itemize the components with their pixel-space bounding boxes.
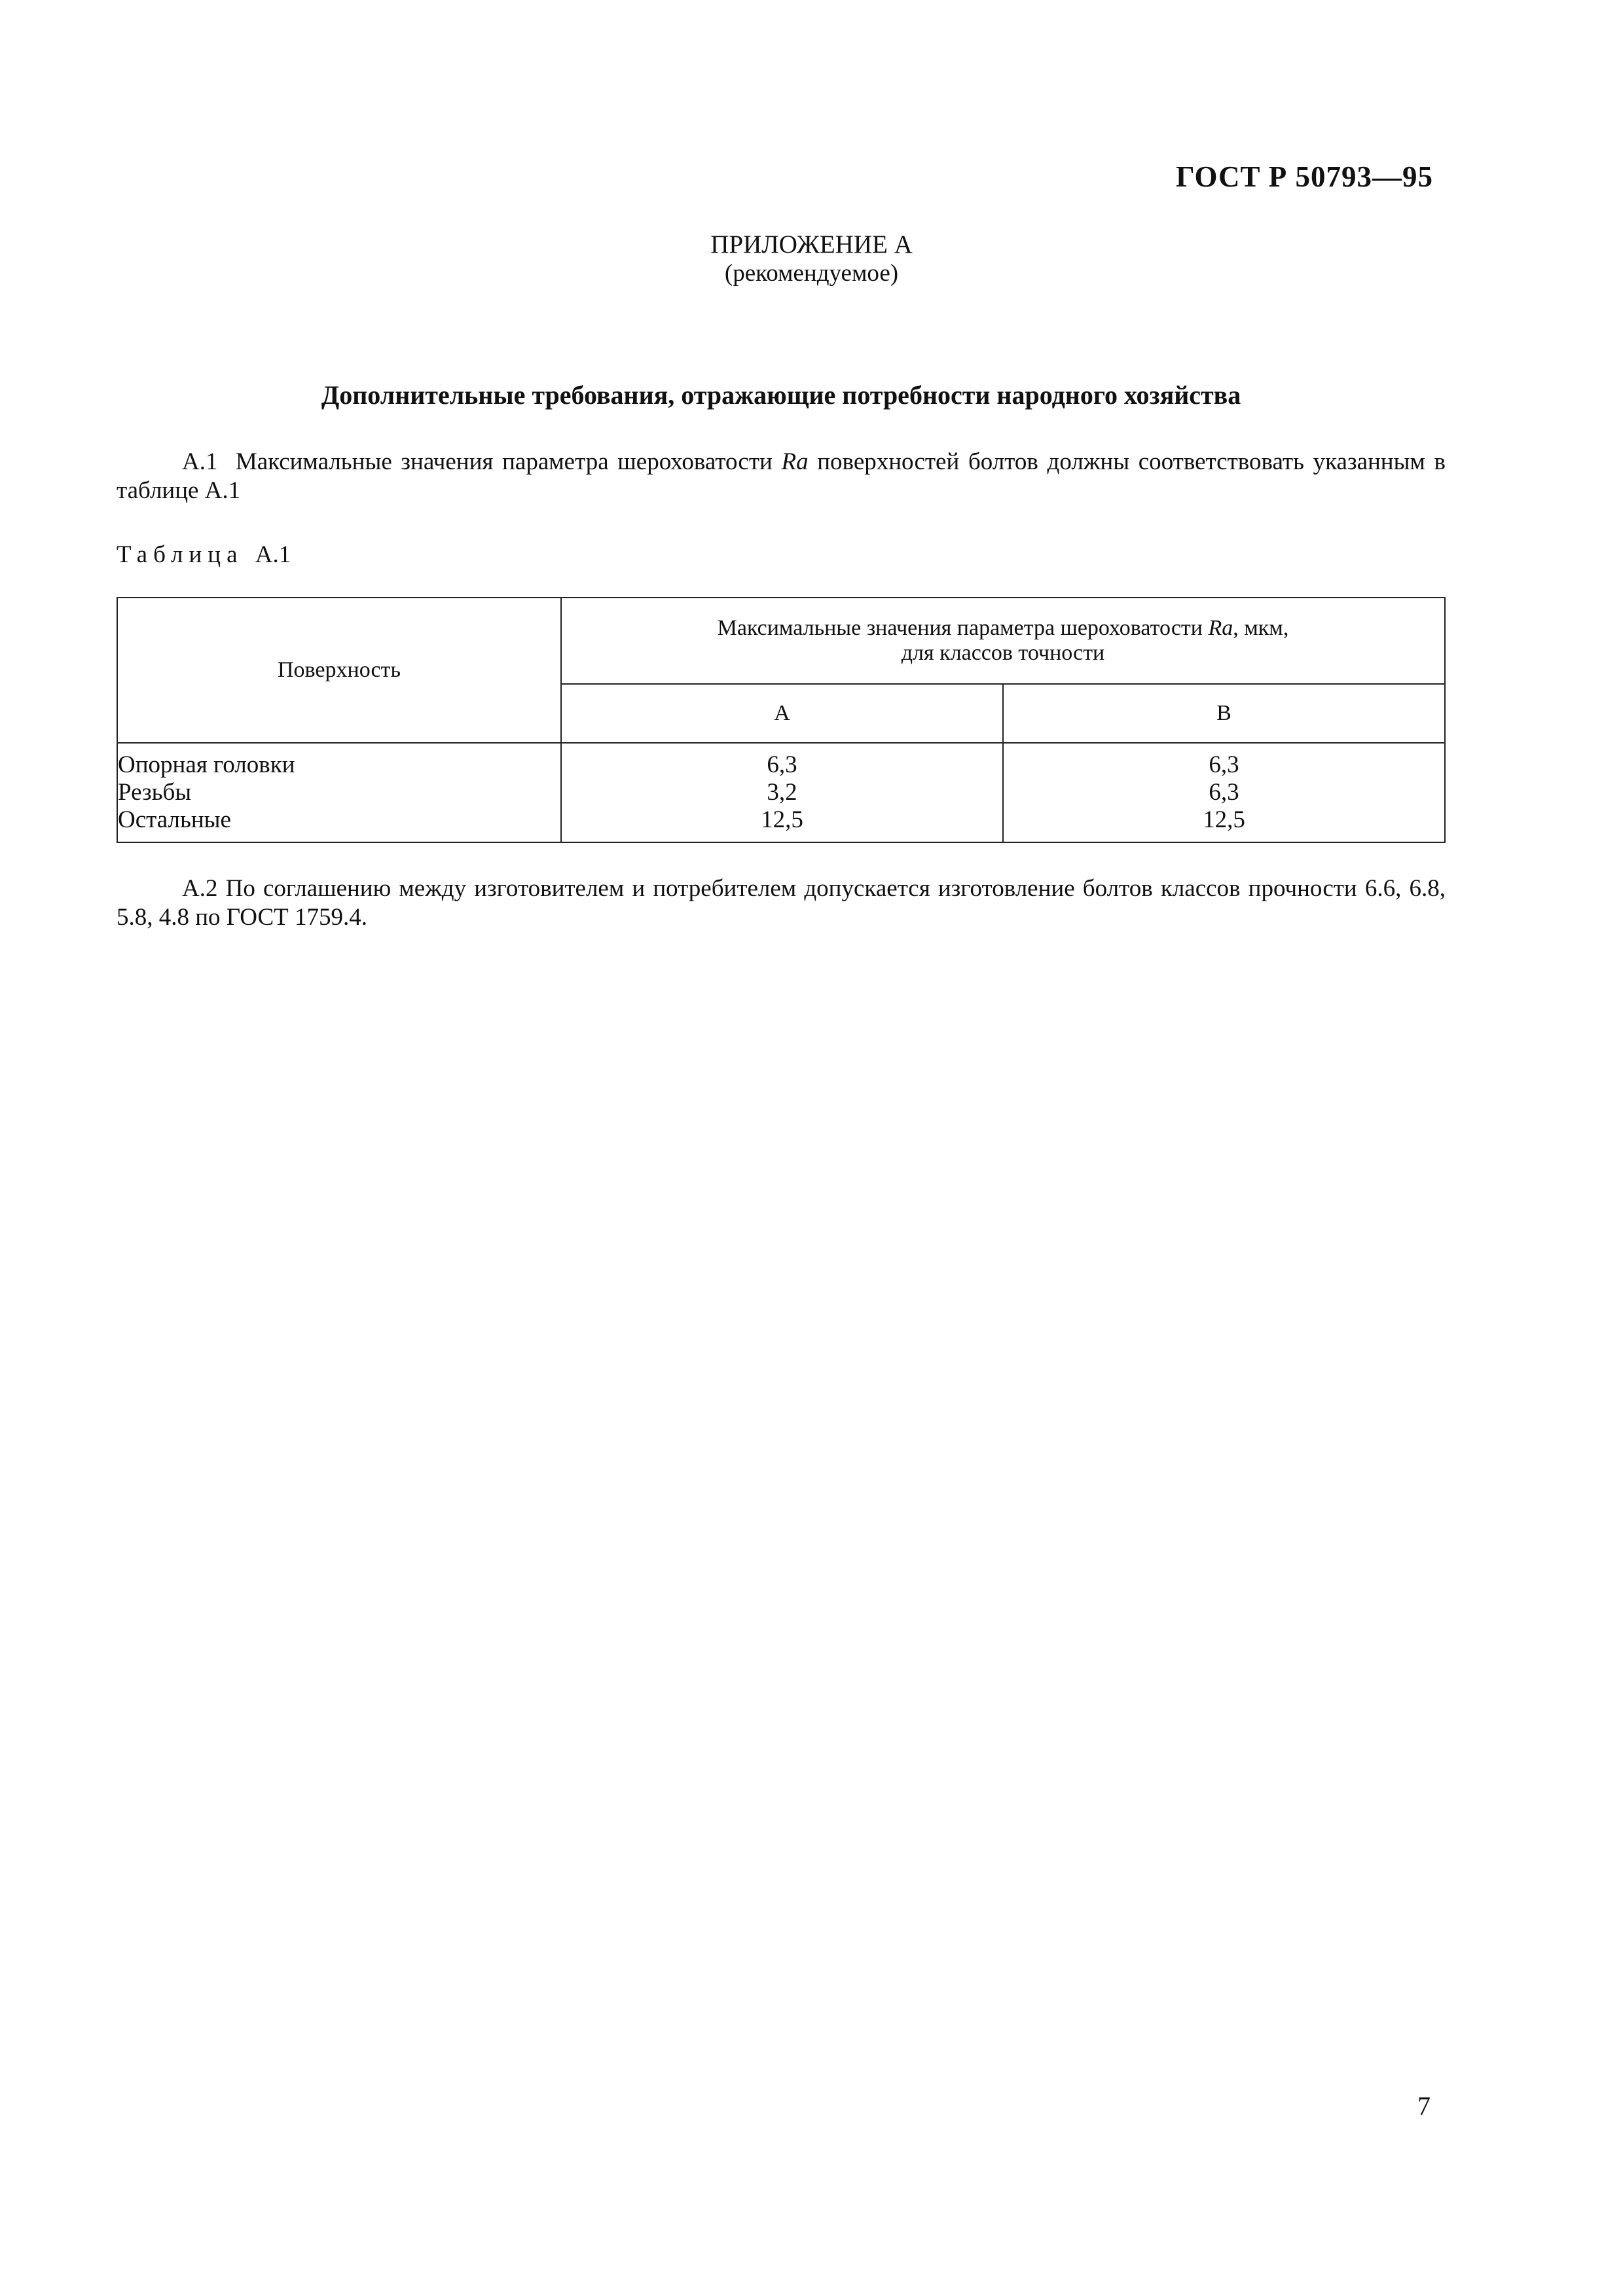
paragraph-a1 <box>117 448 1446 505</box>
paragraph-a1-number: А.1 <box>182 448 218 475</box>
paragraph-a2 <box>117 874 1446 932</box>
surface-cell: Остальные <box>118 806 231 833</box>
header-roughness-group <box>561 598 1445 684</box>
paragraph-a1-text-before: Максимальные значения параметра шероховатости <box>235 448 782 475</box>
table-caption <box>117 541 291 569</box>
surface-cell: Резьбы <box>118 779 192 806</box>
annex-subtitle: (рекомендуемое) <box>724 260 899 287</box>
annex-heading <box>0 230 1623 288</box>
value-cell-b: 6,3 <box>1209 751 1239 778</box>
value-cell-b: 6,3 <box>1209 779 1239 806</box>
header-class-a: А <box>561 684 1003 743</box>
paragraph-a2-number: А.2 <box>182 875 218 902</box>
header-surface: Поверхность <box>117 598 561 743</box>
header-group-text-after: , мкм, <box>1233 616 1289 640</box>
header-class-b: В <box>1003 684 1445 743</box>
page-number: 7 <box>1417 2091 1431 2121</box>
paragraph-a1-text-after: поверхностей болтов должны соответствовать указанным в таблице А.1 <box>117 448 1446 504</box>
table-caption-number: А.1 <box>255 541 291 568</box>
table-caption-word: Таблица <box>117 541 244 568</box>
class-a-column <box>561 743 1003 842</box>
value-cell-a: 3,2 <box>767 779 797 806</box>
header-group-line2: для классов точности <box>901 641 1105 665</box>
value-cell-a: 12,5 <box>761 806 803 833</box>
section-title: Дополнительные требования, отражающие потребности народного хозяйства <box>321 380 1241 410</box>
roughness-table <box>117 597 1446 843</box>
value-cell-b: 12,5 <box>1203 806 1245 833</box>
annex-title: ПРИЛОЖЕНИЕ А <box>710 230 913 259</box>
header-group-param: Ra <box>1208 616 1233 640</box>
surface-column <box>117 743 561 842</box>
table-row <box>117 743 1445 842</box>
surface-cell: Опорная головки <box>118 751 295 778</box>
value-cell-a: 6,3 <box>767 751 797 778</box>
class-b-column <box>1003 743 1445 842</box>
paragraph-a1-param: Ra <box>781 448 809 475</box>
header-group-text-before: Максимальные значения параметра шероховатости <box>717 616 1209 640</box>
document-code: ГОСТ Р 50793—95 <box>1175 160 1433 193</box>
paragraph-a2-text: По соглашению между изготовителем и потребителем допускается изготовление болтов классов прочности 6.6, 6.8, 5.8, 4.8 по ГОСТ 1759.4. <box>117 875 1446 931</box>
